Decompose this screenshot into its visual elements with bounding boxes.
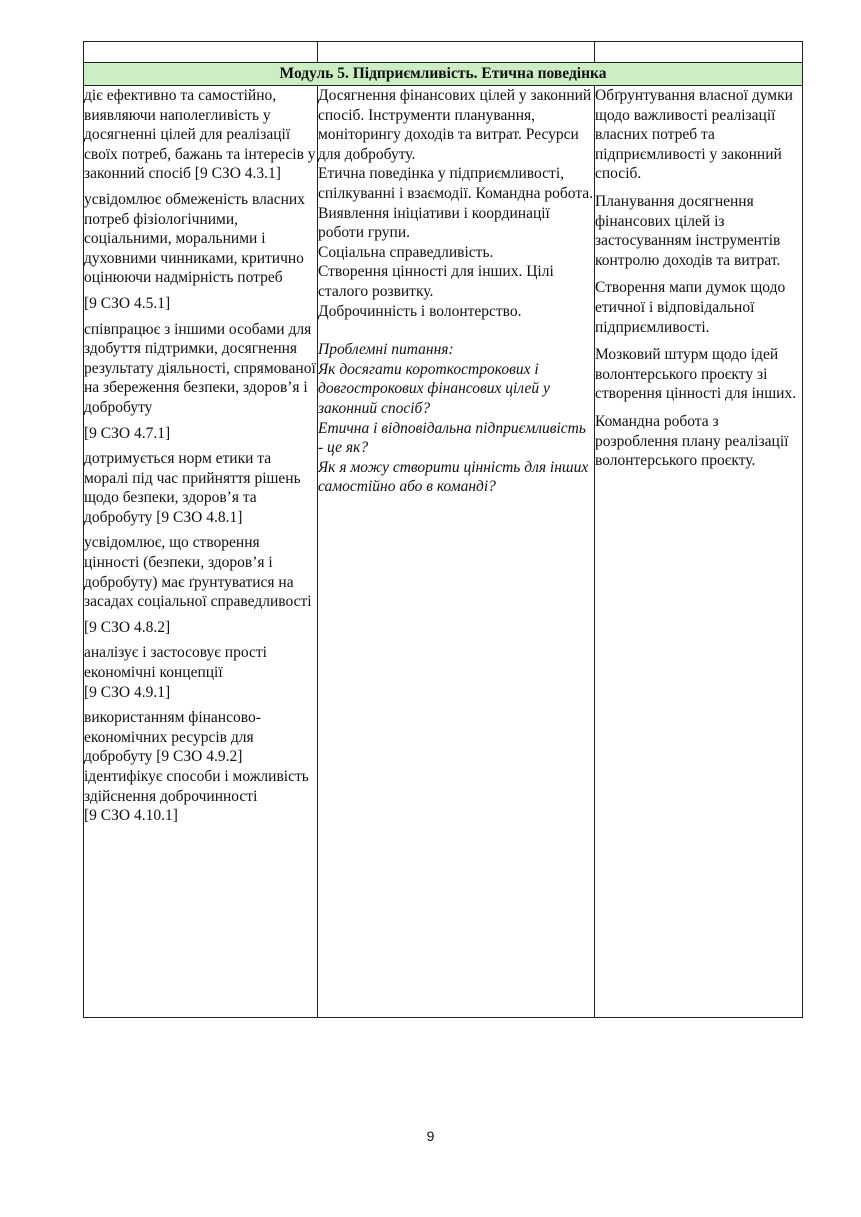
question-item: Як я можу створити цінність для інших самостійно або в команді? (318, 458, 589, 496)
curriculum-table (83, 41, 803, 1018)
empty-cell-3 (595, 42, 803, 63)
page-number: 9 (426, 1128, 435, 1144)
content-item: Досягнення фінансових цілей у законний спосіб. Інструменти планування, моніторингу доходів та витрат. Ресурси для добробуту. (318, 87, 592, 163)
result-code: [9 СЗО 4.9.1] (84, 683, 171, 701)
result-item: усвідомлює, що створення цінності (безпеки, здоров’я і добробуту) має ґрунтуватися на засадах соціальної справедливості (84, 534, 312, 611)
result-code: [9 СЗО 4.5.1] (84, 294, 171, 312)
activity-item: Командна робота з розроблення плану реалізації волонтерського проєкту. (595, 412, 789, 470)
activity-item: Планування досягнення фінансових цілей із застосуванням інструментів контролю доходів та витрат. (595, 192, 781, 269)
content-cell (318, 86, 595, 1018)
question-item: Етична і відповідальна підприємливість - це як? (318, 419, 586, 457)
questions-heading: Проблемні питання: (318, 341, 454, 359)
result-item: аналізує і застосовує прості економічні концепції (84, 644, 267, 682)
content-item: Доброчинність і волонтерство. (318, 302, 522, 320)
content-item: Створення цінності для інших. Цілі сталого розвитку. (318, 263, 554, 300)
module-title-row (84, 63, 803, 86)
empty-cell-1 (84, 42, 318, 63)
result-item: діє ефективно та самостійно, виявляючи наполегливість у досягненні цілей для реалізації своїх потреб, бажань та інтересів у законний спосіб [9 СЗО 4.3.1] (84, 87, 316, 183)
content-item: Соціальна справедливість. (318, 243, 494, 261)
activity-item: Створення мапи думок щодо етичної і відповідальної підприємливості. (595, 279, 786, 336)
content-row (84, 86, 803, 1018)
result-item: співпрацює з іншими особами для здобуття підтримки, досягнення результату діяльності, спрямованої на збереження безпеки, здоров’я і добробуту (84, 320, 316, 416)
question-item: Як досягати короткострокових і довгострокових фінансових цілей у законний спосіб? (318, 360, 550, 417)
module-title: Модуль 5. Підприємливість. Етична поведінка (84, 63, 803, 86)
result-code: [9 СЗО 4.7.1] (84, 424, 171, 442)
result-item: дотримується норм етики та моралі під час прийняття рішень щодо безпеки, здоров’я та добробуту [9 СЗО 4.8.1] (84, 450, 301, 526)
content-item: Виявлення ініціативи і координації роботи групи. (318, 204, 550, 242)
content-item: Етична поведінка у підприємливості, спілкуванні і взаємодії. Командна робота. (318, 165, 594, 202)
result-item: ідентифікує способи і можливість здійснення доброчинності (84, 768, 309, 805)
result-code: [9 СЗО 4.8.2] (84, 618, 171, 636)
expected-results-cell (84, 86, 318, 1018)
activity-item: Обґрунтування власної думки щодо важливості реалізації власних потреб та підприємливості у законний спосіб. (595, 87, 793, 183)
activity-item: Мозковий штурм щодо ідей волонтерського проєкту зі створення цінності для інших. (595, 346, 797, 403)
result-item: використанням фінансово-економічних ресурсів для добробуту [9 СЗО 4.9.2] (84, 709, 261, 766)
activities-cell (595, 86, 803, 1018)
empty-header-row (84, 42, 803, 63)
empty-cell-2 (318, 42, 595, 63)
result-item: усвідомлює обмеженість власних потреб фізіологічними, соціальними, моральними і духовними чинниками, критично оцінюючи надмірність потреб (84, 190, 305, 287)
result-code: [9 СЗО 4.10.1] (84, 807, 178, 825)
